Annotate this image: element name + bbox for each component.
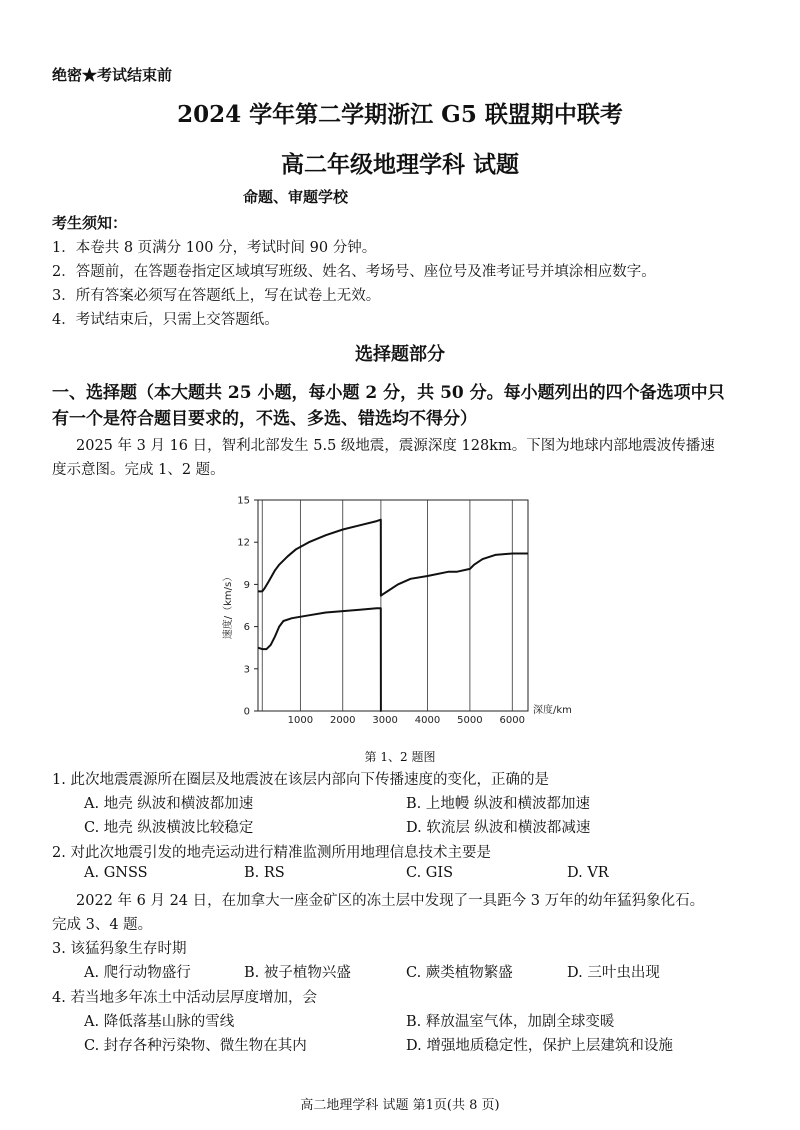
q3-option-d: D. 三叶虫出现 — [567, 965, 660, 981]
instruction-line: 有一个是符合题目要求的，不选、多选、错选均不得分） — [52, 409, 477, 429]
series-line-P — [258, 520, 528, 596]
page-footer: 高二地理学科 试题 第1页(共 8 页) — [300, 1098, 500, 1113]
x-tick-label: 3000 — [372, 715, 398, 726]
school-label: 命题、审题学校 — [243, 188, 349, 206]
notice-item: 3．所有答案必须写在答题纸上，写在试卷上无效。 — [52, 288, 381, 304]
q4-option-c: C. 封存各种污染物、微生物在其内 — [84, 1038, 307, 1054]
passage-line: 度示意图。完成 1、2 题。 — [52, 462, 225, 478]
notice-item: 1．本卷共 8 页满分 100 分，考试时间 90 分钟。 — [52, 240, 377, 256]
plot-frame — [258, 500, 528, 711]
x-axis-label: 深度/km — [533, 705, 572, 716]
y-tick-label: 15 — [237, 495, 250, 507]
question-3-stem: 3. 该猛犸象生存时期 — [52, 941, 187, 957]
passage-line: 2025 年 3 月 16 日，智利北部发生 5.5 级地震，震源深度 128km。下图为地球内部地震波传播速 — [76, 438, 715, 454]
q4-option-b: B. 释放温室气体，加剧全球变暖 — [406, 1014, 615, 1030]
x-tick-label: 2000 — [330, 715, 356, 726]
q2-option-a: A. GNSS — [84, 865, 148, 881]
y-tick-label: 9 — [243, 579, 250, 591]
x-tick-label: 4000 — [414, 715, 441, 726]
y-tick-label: 6 — [243, 622, 250, 634]
exam-title: 2024 学年第二学期浙江 G5 联盟期中联考 — [177, 101, 623, 128]
q1-option-b: B. 上地幔 纵波和横波都加速 — [406, 796, 590, 812]
q1-option-c: C. 地壳 纵波横波比较稳定 — [84, 820, 254, 836]
q3-option-c: C. 蕨类植物繁盛 — [406, 965, 513, 981]
q2-option-d: D. VR — [567, 865, 609, 881]
notice-item: 2．答题前，在答题卷指定区域填写班级、姓名、考场号、座位号及准考证号并填涂相应数字。 — [52, 264, 656, 280]
q2-option-b: B. RS — [244, 865, 285, 881]
passage-line: 2022 年 6 月 24 日，在加拿大一座金矿区的冻土层中发现了一具距今 3 万年的幼年猛犸象化石。 — [76, 893, 705, 909]
q1-option-a: A. 地壳 纵波和横波都加速 — [84, 796, 254, 812]
question-1-stem: 1. 此次地震震源所在圈层及地震波在该层内部向下传播速度的变化，正确的是 — [52, 772, 549, 788]
series-line-S — [258, 608, 381, 711]
x-tick-label: 5000 — [457, 715, 483, 726]
confidential-label: 绝密★考试结束前 — [52, 66, 173, 84]
q1-option-d: D. 软流层 纵波和横波都减速 — [406, 820, 591, 836]
q4-option-a: A. 降低落基山脉的雪线 — [84, 1014, 235, 1030]
question-4-stem: 4. 若当地多年冻土中活动层厚度增加，会 — [52, 990, 317, 1006]
notice-item: 4．考试结束后，只需上交答题纸。 — [52, 312, 279, 328]
section-title: 选择题部分 — [355, 344, 445, 365]
q4-option-d: D. 增强地质稳定性，保护上层建筑和设施 — [406, 1038, 673, 1054]
exam-subtitle: 高二年级地理学科 试题 — [280, 151, 519, 178]
notice-heading: 考生须知： — [52, 214, 128, 232]
q2-option-c: C. GIS — [406, 865, 454, 881]
figure-caption: 第 1、2 题图 — [364, 750, 436, 764]
y-tick-label: 3 — [243, 664, 250, 676]
y-axis-label: 速度/（km/s） — [223, 571, 234, 640]
instruction-line: 一、选择题（本大题共 25 小题，每小题 2 分，共 50 分。每小题列出的四个备选项中只 — [52, 383, 725, 403]
y-tick-label: 12 — [237, 537, 250, 549]
x-tick-label: 6000 — [499, 715, 526, 726]
x-tick-label: 1000 — [287, 715, 314, 726]
q3-option-b: B. 被子植物兴盛 — [244, 965, 351, 981]
passage-line: 完成 3、4 题。 — [52, 917, 153, 933]
y-tick-label: 0 — [243, 706, 250, 718]
q3-option-a: A. 爬行动物盛行 — [84, 965, 191, 981]
question-2-stem: 2. 对此次地震引发的地壳运动进行精准监测所用地理信息技术主要是 — [52, 845, 491, 861]
